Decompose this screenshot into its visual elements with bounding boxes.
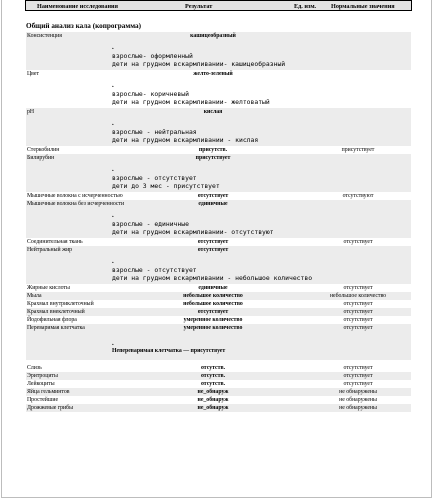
row-result: присутств. [198, 147, 228, 153]
table-row [26, 284, 411, 292]
table-row [26, 404, 411, 412]
table-row [26, 246, 411, 284]
row-result: умеренное количество [183, 317, 243, 323]
row-note: взрослые - нейтральная [112, 128, 197, 136]
row-norm: отсутствует [343, 309, 373, 315]
row-name: Нейтральный жир [27, 247, 73, 253]
row-result: не_обнаруж [197, 405, 229, 411]
bullet: . [112, 211, 114, 219]
row-result: небольшое количество [183, 293, 243, 299]
row-result: небольшое количество [183, 301, 243, 307]
table-row [26, 292, 411, 300]
row-result: отсутствует [197, 247, 229, 253]
row-name: Непереваримая клетчатка — присутствует [112, 348, 226, 354]
row-name: Цвет [27, 71, 39, 77]
row-name: Мышечные волокна без исчерченности [27, 201, 125, 207]
section-title: Общий анализ кала (копрограмма) [26, 22, 142, 30]
header-unit: Ед. изм. [294, 2, 317, 10]
table-row [26, 108, 411, 146]
table-row [26, 388, 411, 396]
row-result: не_обнаруж [197, 397, 229, 403]
row-name: Лейкоциты [27, 381, 55, 387]
table-row [26, 372, 411, 380]
row-note: дети на грудном вскармливании- отсутствуют [112, 228, 274, 236]
bullet: . [112, 257, 114, 265]
table-row [26, 154, 411, 192]
row-result: единичные [198, 285, 228, 291]
row-name: Мыла [27, 293, 42, 299]
row-note: дети на грудном вскармливании - небольшое количество [112, 274, 313, 282]
row-name: Простейшие [27, 397, 59, 403]
table-row [26, 316, 411, 324]
row-note: взрослые- коричневый [112, 90, 189, 98]
row-result: не_обнаруж [197, 389, 229, 395]
row-result: отсутств. [200, 381, 226, 387]
table-row [26, 32, 411, 70]
table-row [26, 340, 411, 360]
table-row [26, 238, 411, 246]
row-norm: не обнаружены [339, 405, 377, 411]
row-note: взрослые - отсутствует [112, 266, 197, 274]
row-norm: отсутствует [343, 239, 373, 245]
row-result: единичные [198, 201, 228, 207]
row-norm: отсутствует [343, 381, 373, 387]
row-result: присутствует [195, 155, 231, 161]
row-result: отсутствует [197, 309, 229, 315]
row-name: Жирные кислоты [27, 285, 70, 291]
row-name: Соединительная ткань [27, 239, 83, 245]
row-note: дети на грудном вскармливании- желтоватый [112, 98, 270, 106]
row-name: Слизь [27, 365, 42, 371]
row-result: кислая [203, 109, 223, 115]
row-name: Мышечные волокна с исчерченностью [27, 193, 123, 199]
row-norm: отсутствуют [342, 193, 374, 199]
table-row [26, 396, 411, 404]
row-name: Билирубин [27, 155, 55, 161]
header-result: Результат [185, 2, 213, 10]
row-result: отсутствует [197, 239, 229, 245]
report-page [1, 0, 432, 498]
row-norm: отсутствует [343, 317, 373, 323]
bullet: . [112, 43, 114, 51]
row-norm: не обнаружены [339, 389, 377, 395]
row-result: отсутств. [200, 365, 226, 371]
header-name: Наименование исследования [37, 2, 118, 10]
table-row [26, 200, 411, 238]
row-norm: отсутствует [343, 285, 373, 291]
bullet: . [112, 81, 114, 89]
table-row [26, 70, 411, 108]
row-result: отсутств. [200, 373, 226, 379]
results-table [26, 32, 411, 412]
row-name: Йодофильная флора [27, 317, 77, 323]
row-result: кашицеобразный [190, 33, 236, 39]
row-norm: отсутствует [343, 365, 373, 371]
table-header [25, 0, 412, 11]
table-row [26, 324, 411, 340]
row-name: Крахмал внеклеточный [27, 309, 85, 315]
row-note: дети на грудном вскармливании - кислая [112, 136, 259, 144]
row-name: Стеркобилин [27, 147, 60, 153]
bullet: . [112, 165, 114, 173]
bullet: . [112, 339, 114, 347]
row-norm: отсутствует [343, 301, 373, 307]
row-note: взрослые - отсутствует [112, 174, 197, 182]
table-row [26, 146, 411, 154]
row-norm: отсутствует [343, 373, 373, 379]
row-name: pH [27, 109, 35, 115]
row-name: Яйца гельминтов [27, 389, 70, 395]
row-name: Крахмал внутриклеточный [27, 301, 94, 307]
table-row [26, 308, 411, 316]
row-result: отсутствует [197, 193, 229, 199]
bullet: . [112, 119, 114, 127]
row-result: желто-зеленый [193, 71, 233, 77]
row-note: взрослые- оформленный [112, 52, 193, 60]
row-norm: не обнаружены [339, 397, 377, 403]
row-norm: присутствует [341, 147, 375, 153]
row-name: Дрожжевые грибы [27, 405, 73, 411]
row-note: дети на грудном вскармливании- кашицеобразный [112, 60, 286, 68]
table-row [26, 380, 411, 388]
row-result: умеренное количество [183, 325, 243, 331]
table-row [26, 192, 411, 200]
row-name: Консистенция [27, 33, 62, 39]
row-norm: небольшое количество [329, 293, 387, 299]
table-row [26, 300, 411, 308]
header-norm: Нормальные значения [331, 2, 395, 10]
row-note: взрослые - единичные [112, 220, 189, 228]
row-name: Переваримая клетчатка [27, 325, 85, 331]
row-norm: отсутствует [343, 325, 373, 331]
row-name: Эритроциты [27, 373, 58, 379]
row-note: дети до 3 мес - присутствует [112, 182, 220, 190]
table-row [26, 364, 411, 372]
